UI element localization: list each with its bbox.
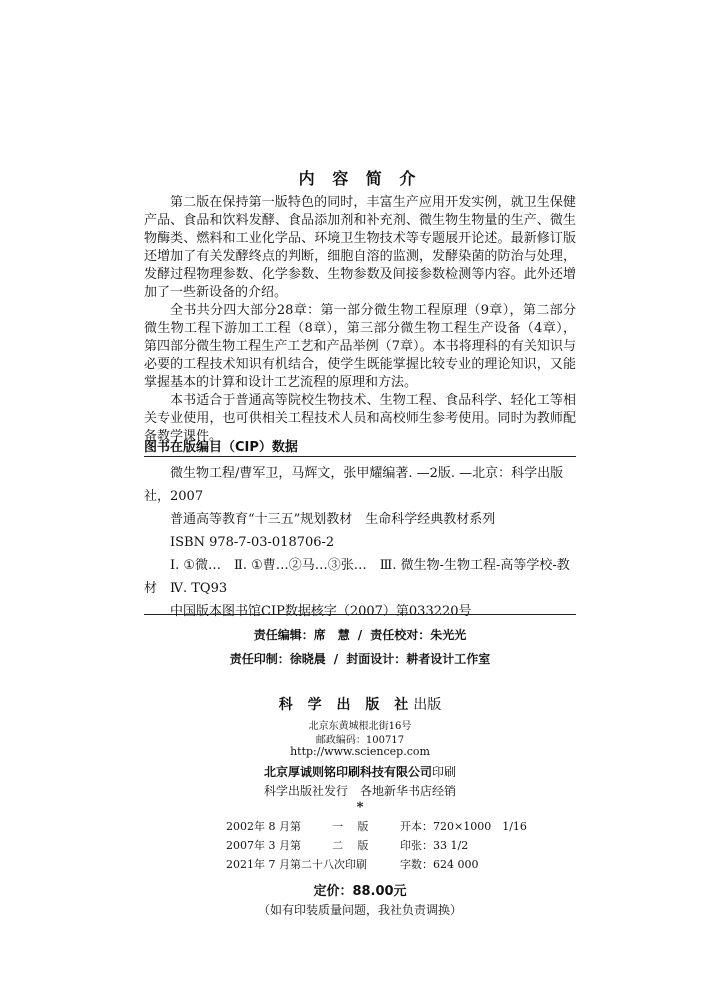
proofreader-label: 责任校对：: [370, 628, 431, 642]
edition-spec: 印张：33 1/2: [400, 839, 469, 852]
print-supervisor-name: 徐晓晨: [289, 652, 326, 666]
divider: [144, 614, 576, 615]
page-title: 内 容 简 介: [298, 169, 422, 188]
content-summary: [144, 194, 576, 446]
cip-line: 中国版本图书馆CIP数据核字（2007）第033220号: [170, 604, 472, 619]
publisher-name: 科 学 出 版 社: [278, 697, 414, 713]
publisher-zip: 邮政编码：100717: [315, 735, 405, 746]
edition-ordinal: 二 版: [332, 839, 369, 852]
publisher-address: 北京东黄城根北街16号: [308, 721, 412, 732]
cip-block: [144, 462, 576, 623]
edition-spec: 开本：720×1000 1/16: [400, 820, 527, 833]
printer-line: [0, 763, 720, 780]
edition-row: [226, 855, 527, 874]
cover-design-label: 封面设计：: [346, 652, 407, 666]
edition-date: 2007年 3 月第: [226, 839, 301, 852]
edition-date: 2021年 7 月第二十八次印刷: [226, 858, 367, 871]
printer-suffix: 印刷: [432, 765, 457, 779]
summary-paragraph: 全书共分四大部分28章：第一部分微生物工程原理（9章），第二部分微生物工程下游加工工程（8章），第三部分微生物工程生产设备（4章），第四部分微生物工程生产工艺和产品举例（7章）。本书将理科的有关知识与必要的工程技术知识有机结合，使学生既能掌握比较专业的理论知识，又能掌握基本的计算和设计工艺流程的原理和方法。: [144, 303, 576, 390]
distribution-line: 科学出版社发行 各地新华书店经销: [263, 784, 456, 798]
divider: [144, 456, 576, 457]
edition-ordinal: 一 版: [332, 820, 369, 833]
quality-notice: （如有印装质量问题，我社负责调换）: [257, 903, 462, 917]
edition-table: [226, 817, 527, 874]
publisher-suffix: 出版: [413, 697, 442, 713]
cip-header: 图书在版编目（CIP）数据: [144, 440, 298, 455]
publisher-line: [0, 694, 720, 714]
cip-line: Ⅰ. ①微… Ⅱ. ①曹…②马…③张… Ⅲ. 微生物-生物工程-高等学校-教材 Ⅳ. TQ93: [144, 558, 570, 596]
editor-label: 责任编辑：: [253, 628, 314, 642]
edition-date: 2002年 8 月第: [226, 820, 301, 833]
credits-print-row: 责任印制：徐晓晨 / 封面设计：耕者设计工作室: [229, 652, 491, 666]
price: 定价：88.00元: [313, 884, 407, 899]
proofreader-name: 朱光光: [430, 628, 467, 642]
credits-editor-row: 责任编辑：席 慧 / 责任校对：朱光光: [253, 628, 467, 642]
edition-row: [226, 836, 527, 855]
summary-paragraph: 第二版在保持第一版特色的同时，丰富生产应用开发实例，就卫生保健产品、食品和饮料发酵、食品添加剂和补充剂、微生物生物量的生产、微生物酶类、燃料和工业化学品、环境卫生物技术等专题展开论述。最新修订版还增加了有关发酵终点的判断，细胞自溶的监测，发酵染菌的防治与处理，发酵过程物理参数、化学参数、生物参数及间接参数检测等内容。此外还增加了一些新设备的介绍。: [144, 195, 576, 300]
print-supervisor-label: 责任印制：: [229, 652, 290, 666]
cip-line: 微生物工程/曹军卫，马辉文，张甲耀编著. —2版. —北京：科学出版社，2007: [144, 466, 564, 504]
cip-line: ISBN 978-7-03-018706-2: [170, 535, 335, 550]
summary-paragraph: 本书适合于普通高等院校生物技术、生物工程、食品科学、轻化工等相关专业使用，也可供相关工程技术人员和高校师生参考使用。同时为教师配备教学课件。: [144, 393, 576, 444]
printer-name: 北京厚诚则铭印刷科技有限公司: [263, 765, 432, 779]
edition-spec: 字数：624 000: [400, 858, 479, 871]
publisher-url: http://www.sciencep.com: [290, 745, 430, 758]
edition-row: [226, 817, 527, 836]
cip-line: 普通高等教育“十三五”规划教材 生命科学经典教材系列: [170, 512, 496, 527]
cover-designer: 耕者设计工作室: [406, 652, 491, 666]
separator-star: *: [356, 800, 364, 815]
editor-name: 席 慧: [313, 628, 350, 642]
